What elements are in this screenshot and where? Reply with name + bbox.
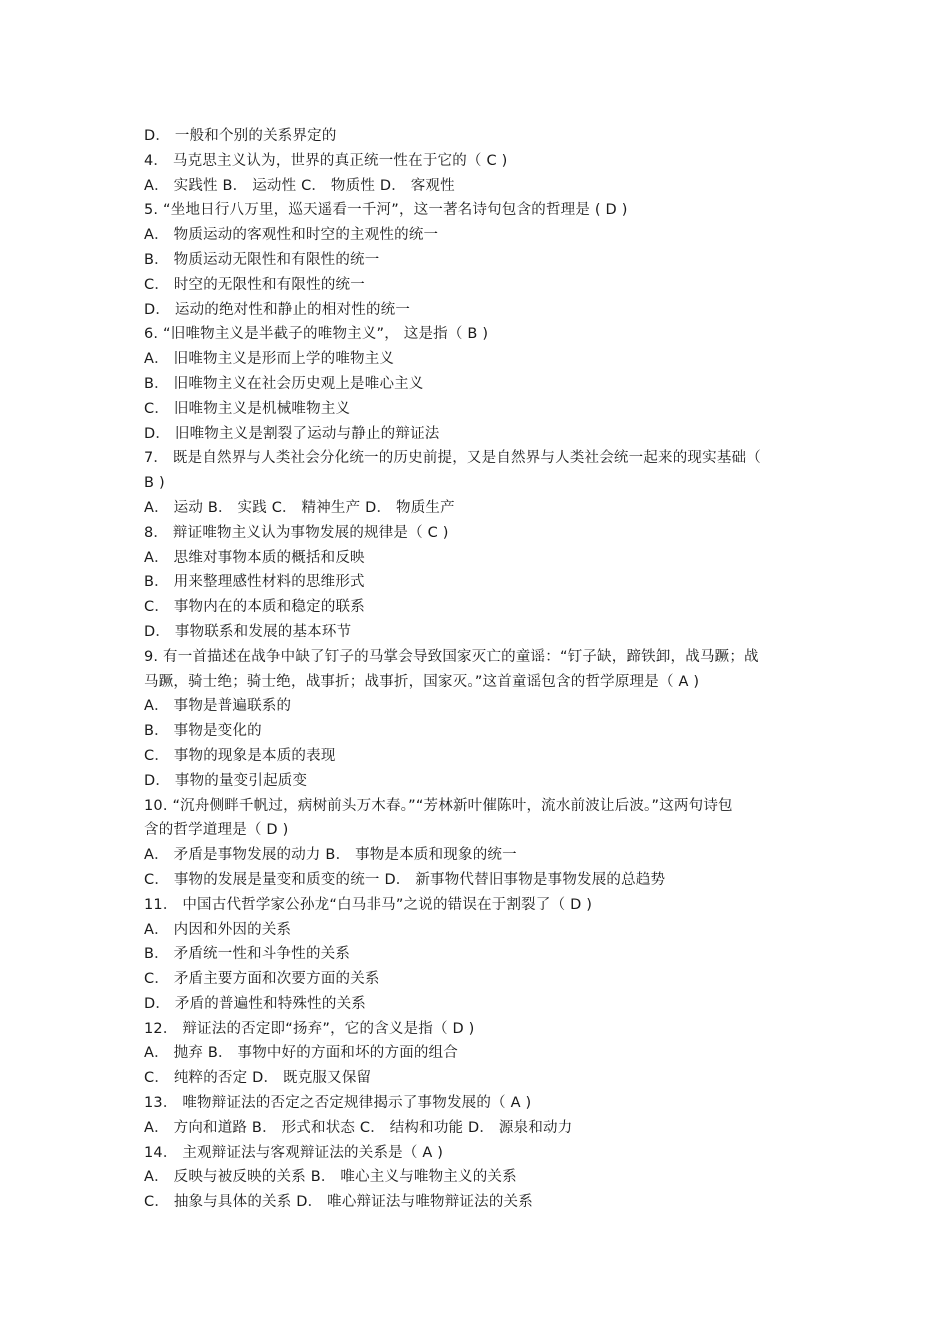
question-10-options-cd: C． 事物的发展是量变和质变的统一 D． 新事物代替旧事物是事物发展的总趋势 — [144, 871, 666, 888]
question-11-option-a: A． 内因和外因的关系 — [144, 921, 292, 938]
question-5-option-a: A． 物质运动的客观性和时空的主观性的统一 — [144, 227, 439, 244]
question-9-option-a: A． 事物是普遍联系的 — [144, 698, 292, 715]
question-9: 9. 有一首描述在战争中缺了钉子的马掌会导致国家灭亡的童谣：“钉子缺，蹄铁卸，战马蹶；战 — [144, 648, 759, 665]
question-8-option-a: A． 思维对事物本质的概括和反映 — [144, 549, 365, 566]
question-8: 8． 辩证唯物主义认为事物发展的规律是（ C ) — [144, 524, 449, 541]
document-text-body — [144, 124, 808, 1215]
question-11: 11． 中国古代哲学家公孙龙“白马非马”之说的错误在于割裂了（ D ) — [144, 896, 593, 913]
question-11-option-c: C． 矛盾主要方面和次要方面的关系 — [144, 971, 380, 988]
question-14-options-ab: A． 反映与被反映的关系 B． 唯心主义与唯物主义的关系 — [144, 1169, 517, 1186]
question-5: 5. “坐地日行八万里，巡天遥看一千河”，这一著名诗句包含的哲理是 ( D ) — [144, 202, 628, 219]
question-14: 14． 主观辩证法与客观辩证法的关系是（ A ) — [144, 1144, 444, 1161]
question-10-continued: 含的哲学道理是（ D ) — [144, 822, 289, 839]
question-4: 4． 马克思主义认为，世界的真正统一性在于它的（ C ) — [144, 152, 508, 169]
question-7: 7． 既是自然界与人类社会分化统一的历史前提，又是自然界与人类社会统一起来的现实基础（ — [144, 450, 761, 467]
question-9-option-d: D． 事物的量变引起质变 — [144, 772, 308, 789]
question-12-options-cd: C． 纯粹的否定 D． 既克服又保留 — [144, 1070, 372, 1087]
question-10: 10. “沉舟侧畔千帆过，病树前头万木春。”“芳林新叶催陈叶，流水前波让后波。”这两句诗包 — [144, 797, 733, 814]
question-4-options: A． 实践性 B． 运动性 C． 物质性 D． 客观性 — [144, 177, 455, 194]
question-6-option-a: A． 旧唯物主义是形而上学的唯物主义 — [144, 351, 395, 368]
question-11-option-d: D． 矛盾的普遍性和特殊性的关系 — [144, 995, 366, 1012]
question-6-option-d: D． 旧唯物主义是割裂了运动与静止的辩证法 — [144, 425, 440, 442]
question-10-options-ab: A． 矛盾是事物发展的动力 B． 事物是本质和现象的统一 — [144, 847, 517, 864]
question-8-option-d: D． 事物联系和发展的基本环节 — [144, 623, 352, 640]
question-12-options-ab: A． 抛弃 B． 事物中好的方面和坏的方面的组合 — [144, 1045, 458, 1062]
question-11-option-b: B． 矛盾统一性和斗争性的关系 — [144, 946, 351, 963]
question-5-option-d: D． 运动的绝对性和静止的相对性的统一 — [144, 301, 411, 318]
question-6-option-c: C． 旧唯物主义是机械唯物主义 — [144, 400, 351, 417]
question-13-options: A． 方向和道路 B． 形式和状态 C． 结构和功能 D． 源泉和动力 — [144, 1119, 573, 1136]
question-6: 6. “旧唯物主义是半截子的唯物主义”， 这是指（ B ) — [144, 326, 489, 343]
question-9-option-c: C． 事物的现象是本质的表现 — [144, 747, 336, 764]
question-5-option-b: B． 物质运动无限性和有限性的统一 — [144, 251, 380, 268]
question-13: 13． 唯物辩证法的否定之否定规律揭示了事物发展的（ A ) — [144, 1095, 532, 1112]
question-7-answer: B ) — [144, 475, 165, 492]
question-7-options: A． 运动 B． 实践 C． 精神生产 D． 物质生产 — [144, 499, 455, 516]
question-8-option-c: C． 事物内在的本质和稳定的联系 — [144, 599, 365, 616]
question-14-options-cd: C． 抽象与具体的关系 D． 唯心辩证法与唯物辩证法的关系 — [144, 1194, 533, 1211]
question-9-option-b: B． 事物是变化的 — [144, 723, 262, 740]
question-6-option-b: B． 旧唯物主义在社会历史观上是唯心主义 — [144, 375, 424, 392]
question-12: 12． 辩证法的否定即“扬弃”，它的含义是指（ D ) — [144, 1020, 475, 1037]
text-line: D． 一般和个别的关系界定的 — [144, 128, 337, 144]
question-5-option-c: C． 时空的无限性和有限性的统一 — [144, 276, 365, 293]
question-8-option-b: B． 用来整理感性材料的思维形式 — [144, 574, 365, 591]
question-9-continued: 马蹶，骑士绝；骑士绝，战事折；战事折，国家灭。”这首童谣包含的哲学原理是（ A ) — [144, 673, 700, 690]
